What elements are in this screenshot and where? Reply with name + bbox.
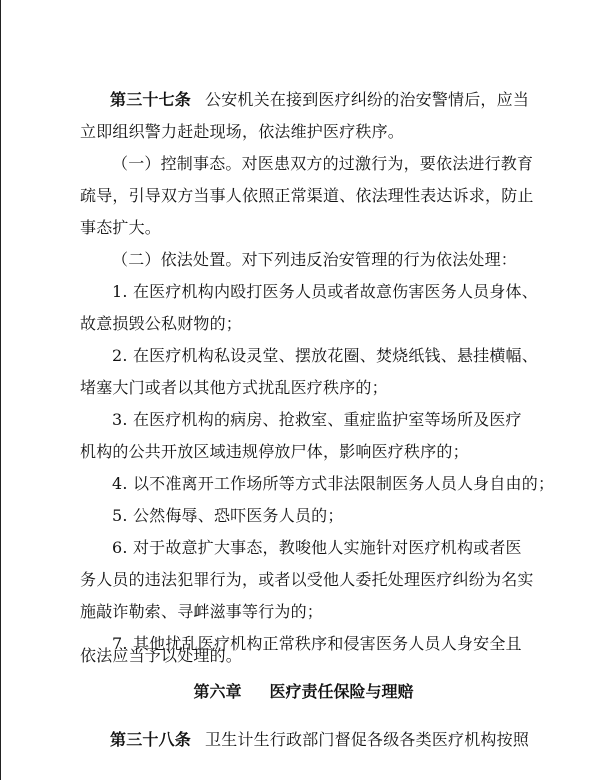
sub-item-2-line: 2. 在医疗机构私设灵堂、摆放花圈、焚烧纸钱、悬挂横幅、 [112, 346, 538, 365]
sub-item-3-line: 3. 在医疗机构的病房、抢救室、重症监护室等场所及医疗 [112, 410, 522, 429]
sub-item-1-line: 1. 在医疗机构内殴打医务人员或者故意伤害医务人员身体、 [112, 282, 538, 301]
article-37-text-line: 立即组织警力赶赴现场，依法维护医疗秩序。 [80, 122, 405, 141]
sub-item-7-line: 依法应当予以处理的。 [80, 646, 243, 665]
sub-item-4-line: 4. 以不准离开工作场所等方式非法限制医务人员人身自由的； [112, 474, 555, 493]
sub-item-3-line: 机构的公共开放区域违规停放尸体，影响医疗秩序的； [80, 442, 469, 461]
article-37-label: 第三十七条 [110, 90, 192, 109]
article-38-first-line [110, 730, 529, 750]
chapter-6-number: 第六章 [193, 682, 242, 701]
item-1-text-line: （一）控制事态。对医患双方的过激行为，要依法进行教育 [112, 154, 534, 173]
item-1-text-line: 疏导，引导双方当事人依照正常渠道、依法理性表达诉求，防止 [80, 186, 534, 205]
sub-item-7-line: 7. 其他扰乱医疗机构正常秩序和侵害医务人员人身安全且 [112, 634, 522, 653]
article-38-text-line: 卫生计生行政部门督促各级各类医疗机构按照 [205, 730, 530, 749]
chapter-6-title: 医疗责任保险与理赔 [269, 682, 414, 701]
sub-item-6-line: 务人员的违法犯罪行为，或者以受他人委托处理医疗纠纷为名实 [80, 570, 534, 589]
sub-item-1-line: 故意损毁公私财物的； [80, 314, 243, 333]
sub-item-6-line: 6. 对于故意扩大事态，教唆他人实施针对医疗机构或者医 [112, 538, 522, 557]
item-1-text-line: 事态扩大。 [80, 218, 162, 237]
sub-item-6-line: 施敲诈勒索、寻衅滋事等行为的； [80, 602, 324, 621]
item-2-text-line: （二）依法处置。对下列违反治安管理的行为依法处理： [112, 250, 518, 269]
article-38-label: 第三十八条 [110, 730, 192, 749]
chapter-6-heading [0, 682, 607, 702]
sub-item-5-line: 5. 公然侮辱、恐吓医务人员的； [112, 506, 344, 525]
sub-item-2-line: 堵塞大门或者以其他方式扰乱医疗秩序的； [80, 378, 388, 397]
article-37-first-line [110, 90, 529, 110]
article-37-text-line: 公安机关在接到医疗纠纷的治安警情后，应当 [205, 90, 530, 109]
